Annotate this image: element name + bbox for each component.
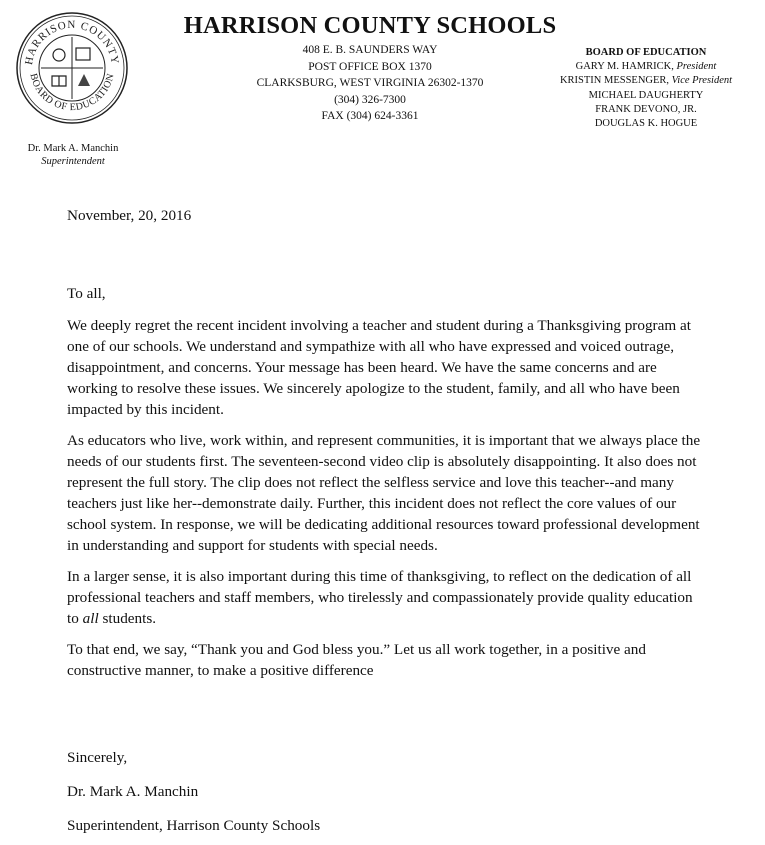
- superintendent-block: [0, 142, 146, 168]
- address-line: POST OFFICE BOX 1370: [308, 60, 432, 73]
- fax-line: FAX (304) 624-3361: [321, 110, 419, 122]
- paragraph-2: As educators who live, work within, and represent communities, it is important that we always place the needs of our students first. The seventeen-second video clip is absolutely disappointing. It also does not represent the full story. The clip does not reflect the selfless service and love this teacher--and many teachers just like her--demonstrate daily. Further, this incident does not reflect the core values of our school system. In response, we will be dedicating additional resources toward professional development in understanding and support for students with special needs.: [67, 432, 701, 554]
- letter-greeting: To all,: [67, 285, 106, 302]
- board-member: [541, 103, 751, 117]
- board-of-education-list: [541, 46, 751, 131]
- board-member-role: President: [676, 61, 717, 73]
- superintendent-name: Dr. Mark A. Manchin: [27, 143, 119, 154]
- seal-text-top: HARRISON COUNTY: [22, 18, 122, 66]
- letterhead: [170, 12, 570, 125]
- board-member: [541, 60, 751, 74]
- board-member: [541, 117, 751, 131]
- board-of-education-seal: [14, 10, 130, 126]
- phone-line: (304) 326-7300: [334, 93, 406, 106]
- letter-paragraphs: [67, 315, 707, 691]
- paragraph-3-end: students.: [98, 610, 157, 627]
- board-member: [541, 89, 751, 103]
- board-member: [541, 74, 751, 88]
- signer-name: Dr. Mark A. Manchin: [67, 783, 199, 800]
- organization-name: HARRISON COUNTY SCHOOLS: [183, 12, 557, 39]
- board-member-name: FRANK DEVONO, JR.: [595, 103, 697, 115]
- address-line: 408 E. B. SAUNDERS WAY: [302, 44, 438, 56]
- letter-date: November, 20, 2016: [67, 207, 192, 224]
- closing-salutation: Sincerely,: [67, 749, 128, 766]
- letter-closing: [67, 747, 320, 836]
- paragraph-3-text: In a larger sense, it is also important during this time of thanksgiving, to reflect on the dedication of all professional teachers and staff members, who tirelessly and compassionately provide quality education to: [67, 568, 693, 627]
- board-member-name: GARY M. HAMRICK,: [575, 61, 674, 73]
- address-line: CLARKSBURG, WEST VIRGINIA 26302-1370: [256, 77, 484, 89]
- signer-title: Superintendent, Harrison County Schools: [67, 817, 321, 834]
- paragraph-1: We deeply regret the recent incident involving a teacher and student during a Thanksgiving program at one of our schools. We understand and sympathize with all who have expressed and voiced outrage, disappointment, and concerns. Your message has been heard. We have the same concerns and are working to resolve these issues. We sincerely apologize to the student, family, and all who have been impacted by this incident.: [67, 317, 691, 418]
- paragraph-3: [67, 566, 707, 629]
- board-member-name: DOUGLAS K. HOGUE: [594, 118, 698, 130]
- paragraph-4: To that end, we say, “Thank you and God bless you.” Let us all work together, in a positive and constructive manner, to make a positive difference: [67, 641, 646, 679]
- board-member-name: MICHAEL DAUGHERTY: [588, 89, 704, 101]
- superintendent-title: Superintendent: [41, 156, 105, 167]
- board-heading: BOARD OF EDUCATION: [585, 47, 707, 58]
- letter-body: [67, 205, 707, 834]
- seal-text-bottom: BOARD OF EDUCATION: [27, 72, 117, 114]
- board-member-role: Vice President: [671, 75, 733, 87]
- paragraph-3-emphasis: all: [82, 610, 99, 627]
- address-block: [170, 42, 570, 125]
- board-member-name: KRISTIN MESSENGER,: [559, 75, 670, 87]
